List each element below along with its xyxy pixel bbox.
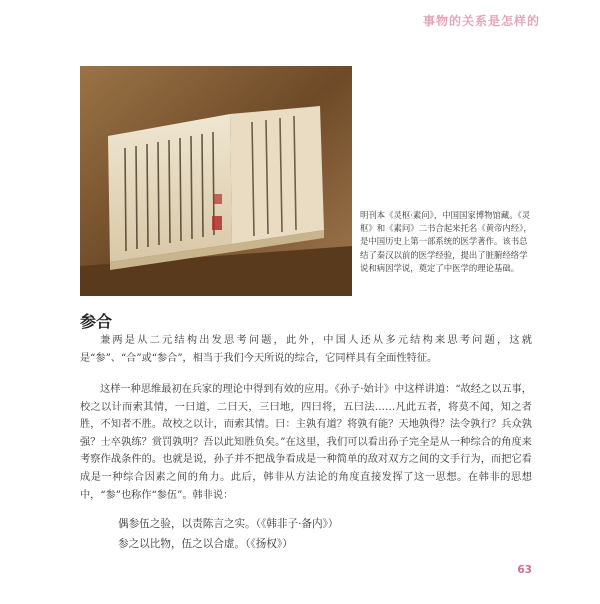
ancient-book-photo xyxy=(80,66,352,296)
paragraph-1: 兼两是从二元结构出发思考问题，此外，中国人还从多元结构来思考问题，这就是“参”、“合”或“参合”，相当于我们今天所说的综合，它同样具有全面性特征。 xyxy=(80,335,532,364)
running-title: 事物的关系是怎样的 xyxy=(422,14,540,28)
quote-2: 参之以比物，伍之以合虚。（《扬权》） xyxy=(118,538,293,550)
page-number: 63 xyxy=(517,564,532,576)
ancient-book-icon xyxy=(80,66,352,296)
photo-caption: 明刊本《灵枢·素问》，中国国家博物馆藏。《灵枢》和《素问》二书合起来托名《黄帝内经》，是中国历史上第一部系统的医学著作。该书总结了秦汉以前的医学经验，提出了脏腑经络学说和病因学说，奠定了中医学的理论基础。 xyxy=(360,210,532,273)
paragraph-2: 这样一种思维最初在兵家的理论中得到有效的应用。《孙子·始计》中这样讲道：“故经之以五事，校之以计而索其情，一曰道，二曰天，三曰地，四曰将，五曰法……凡此五者，将莫不闻，知之者胜，不知者不胜。故校之以计，而索其情。曰：主孰有道？将孰有能？天地孰得？法令孰行？兵众孰强？士卒孰练？赏罚孰明？吾以此知胜负矣。”在这里，我们可以看出孙子完全是从一种综合的角度来考察作战条件的。也就是说，孙子并不把战争看成是一种简单的敌对双方之间的文手行为，而把它看成是一种综合因素之间的角力。此后，韩非从方法论的角度直接发挥了这一思想。在韩非的思想中，“参”也称作“参伍”。韩非说： xyxy=(80,384,532,501)
header-band xyxy=(0,0,600,46)
quote-1: 偶参伍之验，以责陈言之实。（《韩非子·备内》） xyxy=(118,518,339,530)
section-title: 参合 xyxy=(80,312,113,331)
